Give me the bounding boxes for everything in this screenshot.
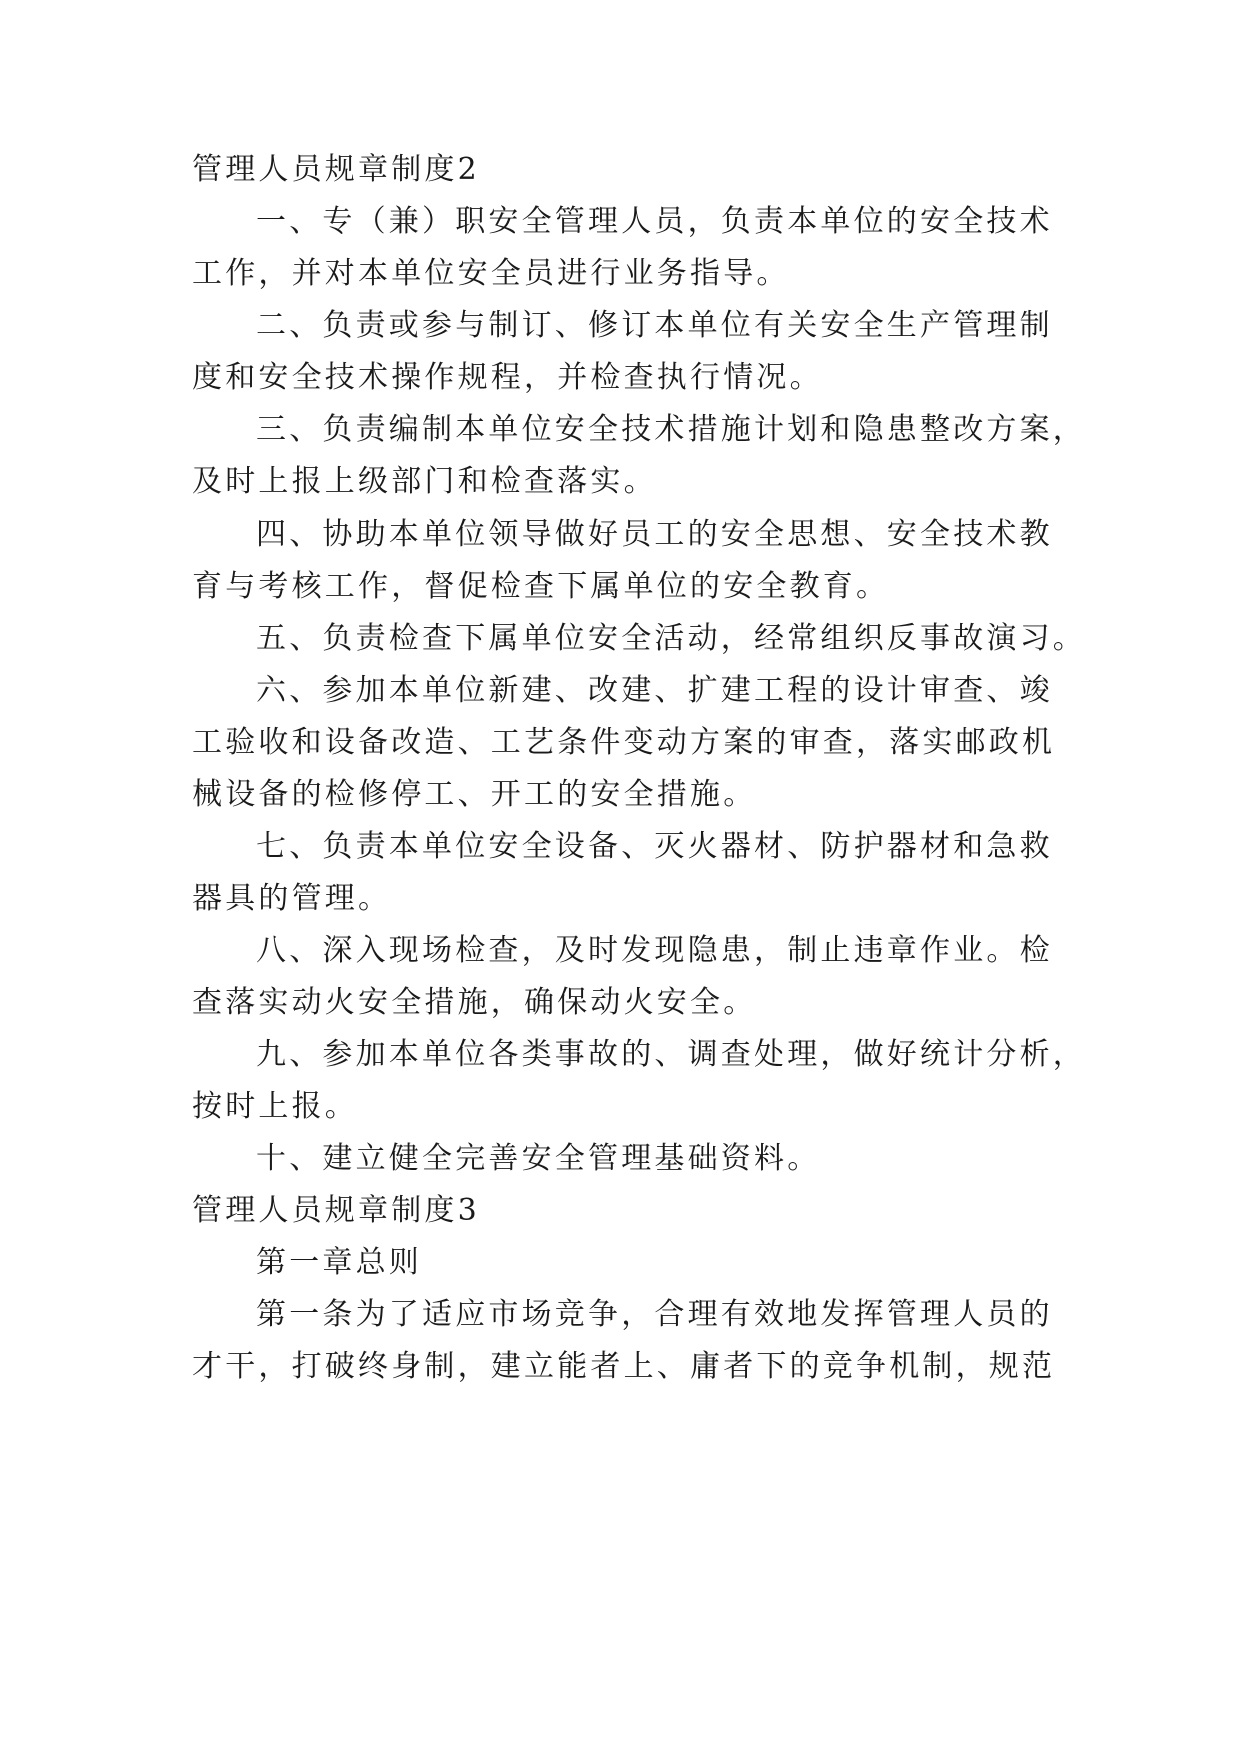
paragraph-line: 五、负责检查下属单位安全活动，经常组织反事故演习。 <box>256 621 1086 656</box>
section-heading-3: 管理人员规章制度3 <box>192 1193 480 1228</box>
paragraph-line: 一、专（兼）职安全管理人员，负责本单位的安全技术 <box>256 204 1053 239</box>
paragraph-line: 度和安全技术操作规程，并检查执行情况。 <box>192 360 823 395</box>
paragraph-line: 九、参加本单位各类事故的、调查处理，做好统计分析， <box>256 1037 1086 1072</box>
paragraph-line: 八、深入现场检查，及时发现隐患，制止违章作业。检 <box>256 933 1053 968</box>
paragraph-line: 十、建立健全完善安全管理基础资料。 <box>256 1141 821 1176</box>
paragraph-line: 三、负责编制本单位安全技术措施计划和隐患整改方案， <box>256 412 1086 447</box>
paragraph-line: 育与考核工作，督促检查下属单位的安全教育。 <box>192 569 890 604</box>
chapter-heading: 第一章总则 <box>256 1245 422 1280</box>
paragraph-line: 器具的管理。 <box>192 881 392 916</box>
paragraph-line: 工作，并对本单位安全员进行业务指导。 <box>192 256 790 291</box>
paragraph-line: 械设备的检修停工、开工的安全措施。 <box>192 777 757 812</box>
paragraph-line: 及时上报上级部门和检查落实。 <box>192 464 657 499</box>
paragraph-line: 第一条为了适应市场竞争，合理有效地发挥管理人员的 <box>256 1297 1053 1332</box>
paragraph-line: 七、负责本单位安全设备、灭火器材、防护器材和急救 <box>256 829 1053 864</box>
section-heading-2: 管理人员规章制度2 <box>192 152 480 187</box>
paragraph-line: 四、协助本单位领导做好员工的安全思想、安全技术教 <box>256 517 1053 552</box>
paragraph-line: 才干，打破终身制，建立能者上、庸者下的竞争机制，规范 <box>192 1349 1056 1384</box>
paragraph-line: 按时上报。 <box>192 1089 358 1124</box>
paragraph-line: 查落实动火安全措施，确保动火安全。 <box>192 985 757 1020</box>
paragraph-line: 工验收和设备改造、工艺条件变动方案的审查，落实邮政机 <box>192 725 1056 760</box>
paragraph-line: 六、参加本单位新建、改建、扩建工程的设计审查、竣 <box>256 673 1053 708</box>
paragraph-line: 二、负责或参与制订、修订本单位有关安全生产管理制 <box>256 308 1053 343</box>
